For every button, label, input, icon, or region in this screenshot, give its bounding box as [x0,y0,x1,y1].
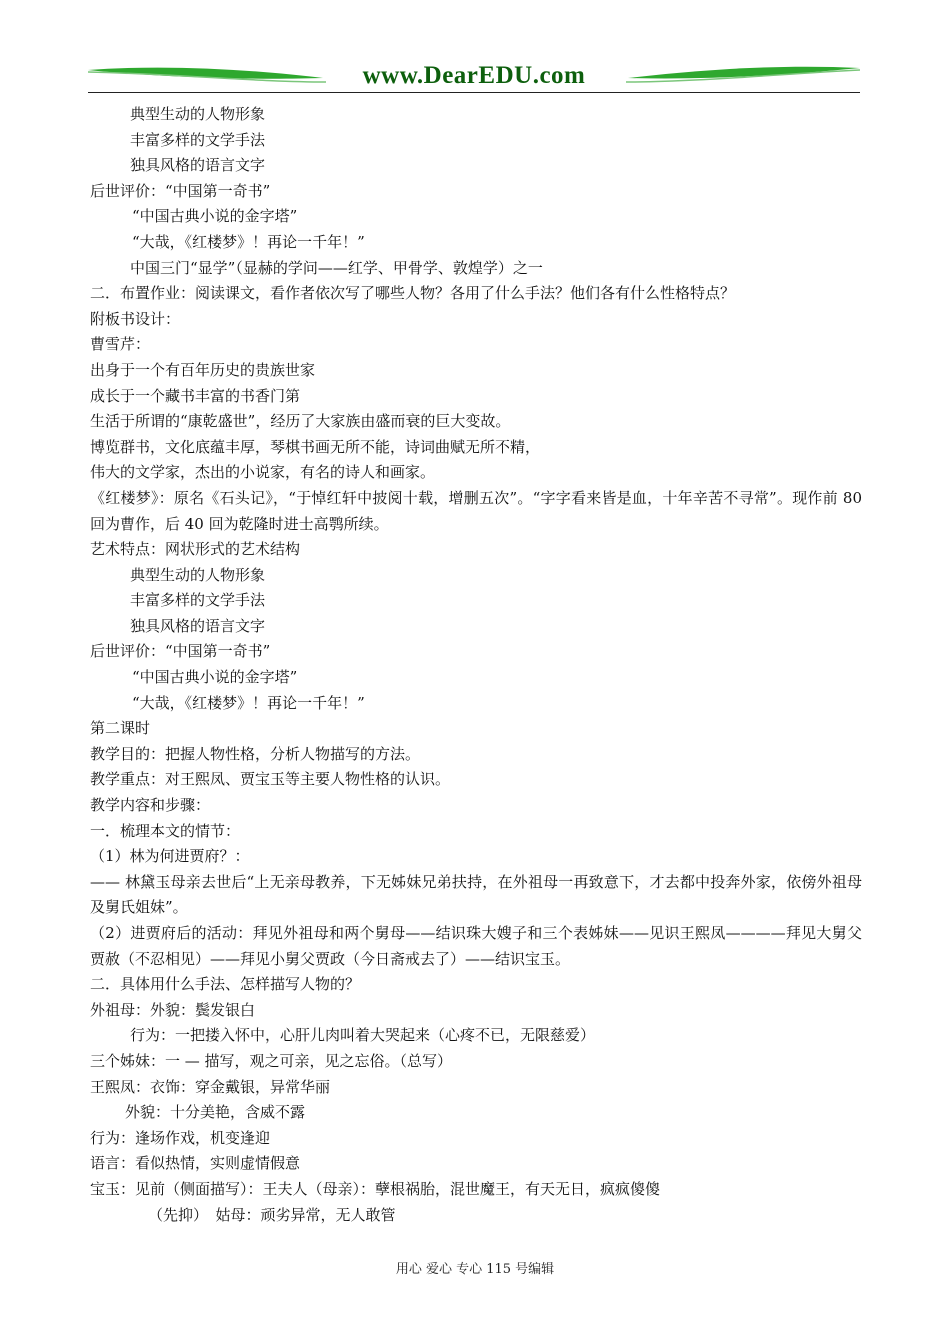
text-line: 独具风格的语言文字 [130,156,266,175]
text-line: 教学内容和步骤： [90,796,211,815]
text-line: 典型生动的人物形象 [130,105,266,123]
text-line: 后世评价：“中国第一奇书” [90,642,271,661]
text-line: 二．具体用什么手法、怎样描写人物的？ [90,975,361,994]
text-line: 独具风格的语言文字 [130,616,266,635]
text-line: 王熙凤：衣饰：穿金戴银，异常华丽 [90,1077,331,1096]
text-line: 伟大的文学家，杰出的小说家，有名的诗人和画家。 [90,463,436,482]
text-line: 出身于一个有百年历史的贵族世家 [90,360,316,379]
text-line: 第二课时 [90,719,151,738]
text-line: （2）进贾府后的活动：拜见外祖母和两个舅母——结识珠大嫂子和三个表姊妹——见识王熙凤————拜见大舅父贾赦（不忍相见）——拜见小舅父贾政（今日斋戒去了）——结识宝玉。 [90,924,862,968]
text-line: 语言：看似热情，实则虚情假意 [90,1154,301,1173]
text-line: 典型生动的人物形象 [130,565,266,584]
text-line: 教学目的：把握人物性格，分析人物描写的方法。 [90,744,421,763]
text-line: 博览群书，文化底蕴丰厚，琴棋书画无所不能，诗词曲赋无所不精， [90,437,541,456]
text-line: “中国古典小说的金字塔” [132,668,298,687]
text-line: 丰富多样的文学手法 [130,130,266,149]
text-line: 生活于所谓的“康乾盛世”，经历了大家族由盛而衰的巨大变故。 [90,412,511,431]
header-divider [88,92,860,93]
text-line: 《红楼梦》：原名《石头记》，“于悼红轩中披阅十载，增删五次”。“字字看来皆是血，十年辛苦不寻常”。现作前 80 回为曹作，后 40 回为乾隆时进士高鹗所续。 [90,488,862,533]
text-line: “大哉，《红楼梦》！再论一千年！” [132,232,365,251]
text-line: 曹雪芹： [90,335,151,354]
site-logo-text[interactable]: www.DearEDU.com [362,62,586,89]
text-line: “大哉，《红楼梦》！再论一千年！” [132,693,365,712]
text-line: （1）林为何进贾府？： [90,847,250,866]
text-line: 二．布置作业：阅读课文，看作者依次写了哪些人物？各用了什么手法？他们各有什么性格特点？ [90,284,736,303]
text-line: 成长于一个藏书丰富的书香门第 [90,386,301,405]
text-line: 中国三门“显学”（显赫的学问——红学、甲骨学、敦煌学）之一 [130,258,543,277]
page-header [88,60,860,94]
text-line: 行为：逢场作戏，机变逢迎 [90,1128,271,1147]
text-line: 宝玉：见前（侧面描写）：王夫人（母亲）：孽根祸胎，混世魔王，有天无日，疯疯傻傻 [90,1179,661,1198]
text-line: 外祖母：外貌：鬓发银白 [90,1000,256,1019]
text-line: 丰富多样的文学手法 [130,591,266,610]
text-line: 附板书设计： [90,309,181,328]
document-body [90,102,862,1228]
text-line: 行为：一把搂入怀中，心肝儿肉叫着大哭起来（心疼不已，无限慈爱） [130,1026,596,1045]
text-line: 三个姊妹：一 — 描写，观之可亲，见之忘俗。（总写） [90,1051,453,1070]
text-line: 外貌：十分美艳，含威不露 [125,1103,306,1122]
text-line: 艺术特点：网状形式的艺术结构 [90,540,301,559]
text-line: 教学重点：对王熙凤、贾宝玉等主要人物性格的认识。 [90,770,451,789]
text-line: 一．梳理本文的情节： [90,821,241,840]
page-footer: 用心 爱心 专心 115 号编辑 [395,1262,555,1277]
text-line: —— 林黛玉母亲去世后“上无亲母教养，下无姊妹兄弟扶持，在外祖母一再致意下，才去都中投奔外家，依傍外祖母及舅氏姐妹”。 [90,872,862,917]
text-line: “中国古典小说的金字塔” [132,207,298,226]
text-line: 后世评价：“中国第一奇书” [90,181,271,200]
text-line: （先抑） 姑母：顽劣异常，无人敢管 [148,1205,396,1224]
